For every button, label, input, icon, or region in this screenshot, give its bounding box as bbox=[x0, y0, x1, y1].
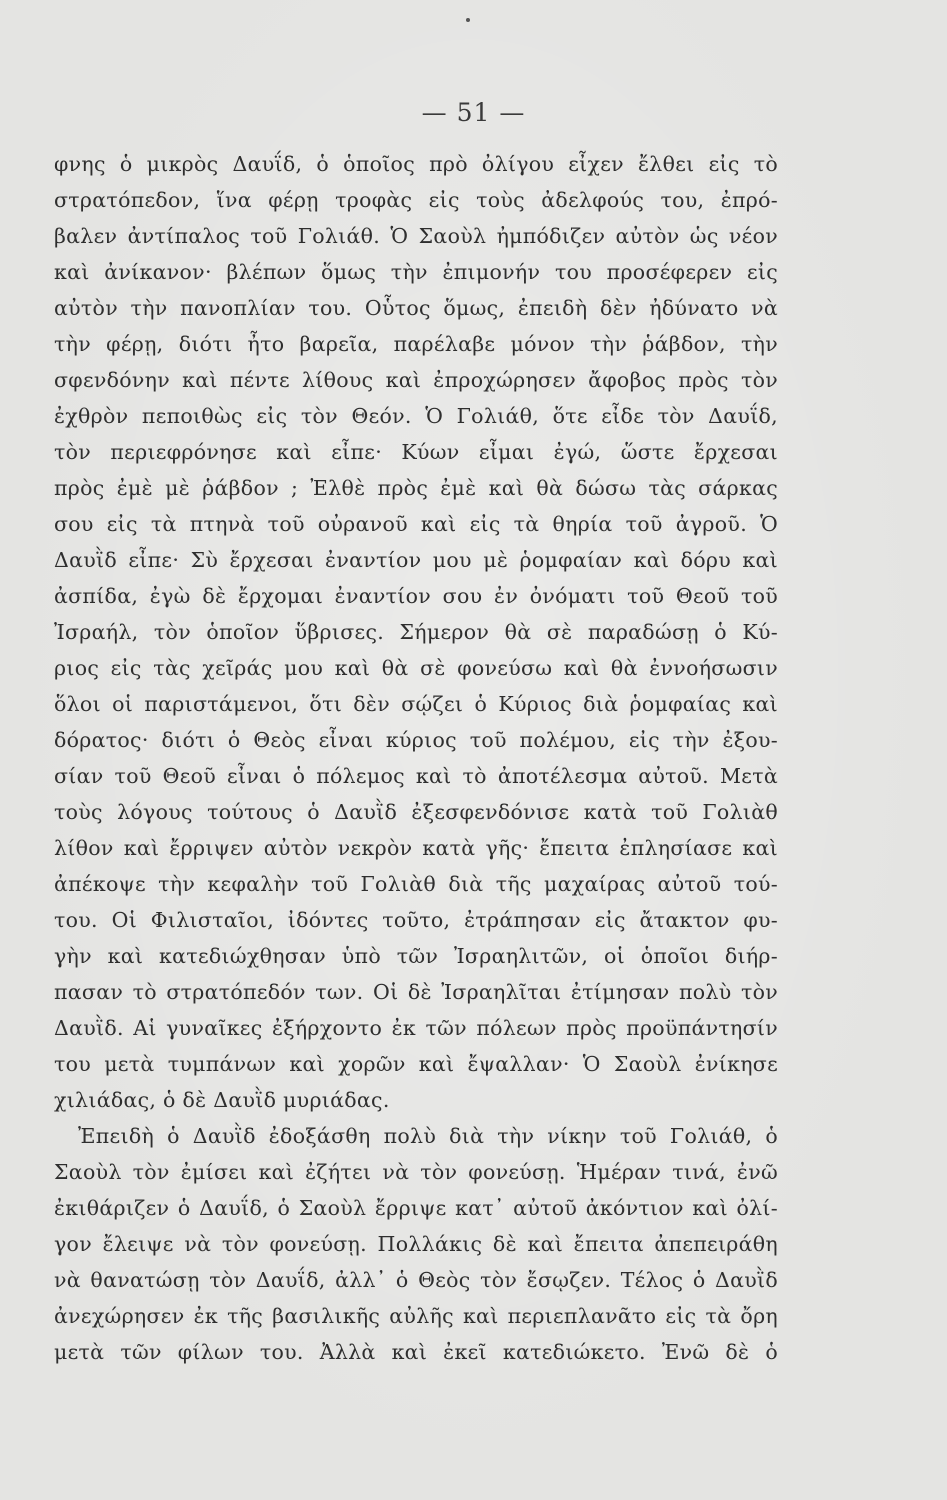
text-line: του μετὰ τυμπάνων καὶ χορῶν καὶ ἔψαλλαν· Ὁ Σαοὺλ ἐνίκησε bbox=[54, 1052, 778, 1076]
text-line: χιλιάδας, ὁ δὲ Δαυῒδ μυριάδας. bbox=[54, 1088, 390, 1112]
paragraph-1 bbox=[54, 146, 778, 1118]
text-line: του. Οἱ Φιλισταῖοι, ἰδόντες τοῦτο, ἐτράπησαν εἰς ἄτακτον φυ- bbox=[54, 908, 778, 932]
text-line: μετὰ τῶν φίλων του. Ἀλλὰ καὶ ἐκεῖ κατεδιώκετο. Ἐνῶ δὲ ὁ bbox=[54, 1340, 778, 1364]
text-line: δόρατος· διότι ὁ Θεὸς εἶναι κύριος τοῦ πολέμου, εἰς τὴν ἐξου- bbox=[54, 728, 778, 752]
text-line: ἀπέκοψε τὴν κεφαλὴν τοῦ Γολιὰθ διὰ τῆς μαχαίρας αὐτοῦ τού- bbox=[54, 872, 778, 896]
text-line: ἀσπίδα, ἐγὼ δὲ ἔρχομαι ἐναντίον σου ἐν ὀνόματι τοῦ Θεοῦ τοῦ bbox=[54, 584, 778, 608]
text-line: στρατόπεδον, ἵνα φέρῃ τροφὰς εἰς τοὺς ἀδελφούς του, ἐπρό- bbox=[54, 188, 778, 212]
text-line: λίθον καὶ ἔρριψεν αὐτὸν νεκρὸν κατὰ γῆς· ἔπειτα ἐπλησίασε καὶ bbox=[54, 836, 778, 860]
text-line: Σαοὺλ τὸν ἐμίσει καὶ ἐζήτει νὰ τὸν φονεύσῃ. Ἡμέραν τινά, ἐνῶ bbox=[54, 1160, 778, 1184]
text-line: ἐχθρὸν πεποιθὼς εἰς τὸν Θεόν. Ὁ Γολιάθ, ὅτε εἶδε τὸν Δαυΐδ, bbox=[54, 404, 778, 428]
text-line: τὴν φέρῃ, διότι ἦτο βαρεῖα, παρέλαβε μόνον τὴν ῥάβδον, τὴν bbox=[54, 332, 778, 356]
text-line: σίαν τοῦ Θεοῦ εἶναι ὁ πόλεμος καὶ τὸ ἀποτέλεσμα αὐτοῦ. Μετὰ bbox=[54, 764, 778, 788]
text-line: ριος εἰς τὰς χεῖράς μου καὶ θὰ σὲ φονεύσω καὶ θὰ ἐννοήσωσιν bbox=[54, 656, 778, 680]
text-line: τὸν περιεφρόνησε καὶ εἶπε· Κύων εἶμαι ἐγώ, ὥστε ἔρχεσαι bbox=[54, 440, 778, 464]
text-line: τοὺς λόγους τούτους ὁ Δαυῒδ ἐξεσφενδόνισε κατὰ τοῦ Γολιὰθ bbox=[54, 800, 778, 824]
text-line: ὅλοι οἱ παριστάμενοι, ὅτι δὲν σῴζει ὁ Κύριος διὰ ῥομφαίας καὶ bbox=[54, 692, 778, 716]
paragraph-2 bbox=[54, 1118, 778, 1370]
text-line: αὐτὸν τὴν πανοπλίαν του. Οὗτος ὅμως, ἐπειδὴ δὲν ἠδύνατο νὰ bbox=[54, 296, 778, 320]
text-line: πασαν τὸ στρατόπεδόν των. Οἱ δὲ Ἰσραηλῖται ἐτίμησαν πολὺ τὸν bbox=[54, 980, 778, 1004]
text-line: βαλεν ἀντίπαλος τοῦ Γολιάθ. Ὁ Σαοὺλ ἠμπόδιζεν αὐτὸν ὡς νέον bbox=[54, 224, 778, 248]
text-line: πρὸς ἐμὲ μὲ ῥάβδον ; Ἐλθὲ πρὸς ἐμὲ καὶ θὰ δώσω τὰς σάρκας bbox=[54, 476, 778, 500]
text-line: σφενδόνην καὶ πέντε λίθους καὶ ἐπροχώρησεν ἄφοβος πρὸς τὸν bbox=[54, 368, 778, 392]
ink-speck bbox=[466, 18, 470, 22]
text-line: καὶ ἀνίκανον· βλέπων ὅμως τὴν ἐπιμονήν του προσέφερεν εἰς bbox=[54, 260, 778, 284]
text-line: Ἰσραήλ, τὸν ὁποῖον ὕβρισες. Σήμερον θὰ σὲ παραδώσῃ ὁ Κύ- bbox=[54, 620, 778, 644]
text-line: σου εἰς τὰ πτηνὰ τοῦ οὐρανοῦ καὶ εἰς τὰ θηρία τοῦ ἀγροῦ. Ὁ bbox=[54, 512, 778, 536]
text-line: γὴν καὶ κατεδιώχθησαν ὑπὸ τῶν Ἰσραηλιτῶν, οἱ ὁποῖοι διήρ- bbox=[54, 944, 778, 968]
text-line: Δαυῒδ εἶπε· Σὺ ἔρχεσαι ἐναντίον μου μὲ ῥομφαίαν καὶ δόρυ καὶ bbox=[54, 548, 778, 572]
text-line: ἀνεχώρησεν ἐκ τῆς βασιλικῆς αὐλῆς καὶ περιεπλανᾶτο εἰς τὰ ὄρη bbox=[54, 1304, 778, 1328]
body-text bbox=[54, 146, 778, 1370]
text-line: ἐκιθάριζεν ὁ Δαυΐδ, ὁ Σαοὺλ ἔρριψε κατ᾽ αὐτοῦ ἀκόντιον καὶ ὀλί- bbox=[54, 1196, 778, 1220]
text-line: φνης ὁ μικρὸς Δαυΐδ, ὁ ὁποῖος πρὸ ὀλίγου εἶχεν ἔλθει εἰς τὸ bbox=[54, 152, 778, 176]
page-number: — 51 — bbox=[421, 98, 526, 127]
text-line: νὰ θανατώσῃ τὸν Δαυΐδ, ἀλλ᾽ ὁ Θεὸς τὸν ἔσῳζεν. Τέλος ὁ Δαυῒδ bbox=[54, 1268, 778, 1292]
text-line: Ἐπειδὴ ὁ Δαυῒδ ἐδοξάσθη πολὺ διὰ τὴν νίκην τοῦ Γολιάθ, ὁ bbox=[78, 1124, 778, 1148]
text-line: γον ἔλειψε νὰ τὸν φονεύσῃ. Πολλάκις δὲ καὶ ἔπειτα ἀπεπειράθη bbox=[54, 1232, 778, 1256]
text-line: Δαυῒδ. Αἱ γυναῖκες ἐξήρχοντο ἐκ τῶν πόλεων πρὸς προϋπάντησίν bbox=[54, 1016, 778, 1040]
